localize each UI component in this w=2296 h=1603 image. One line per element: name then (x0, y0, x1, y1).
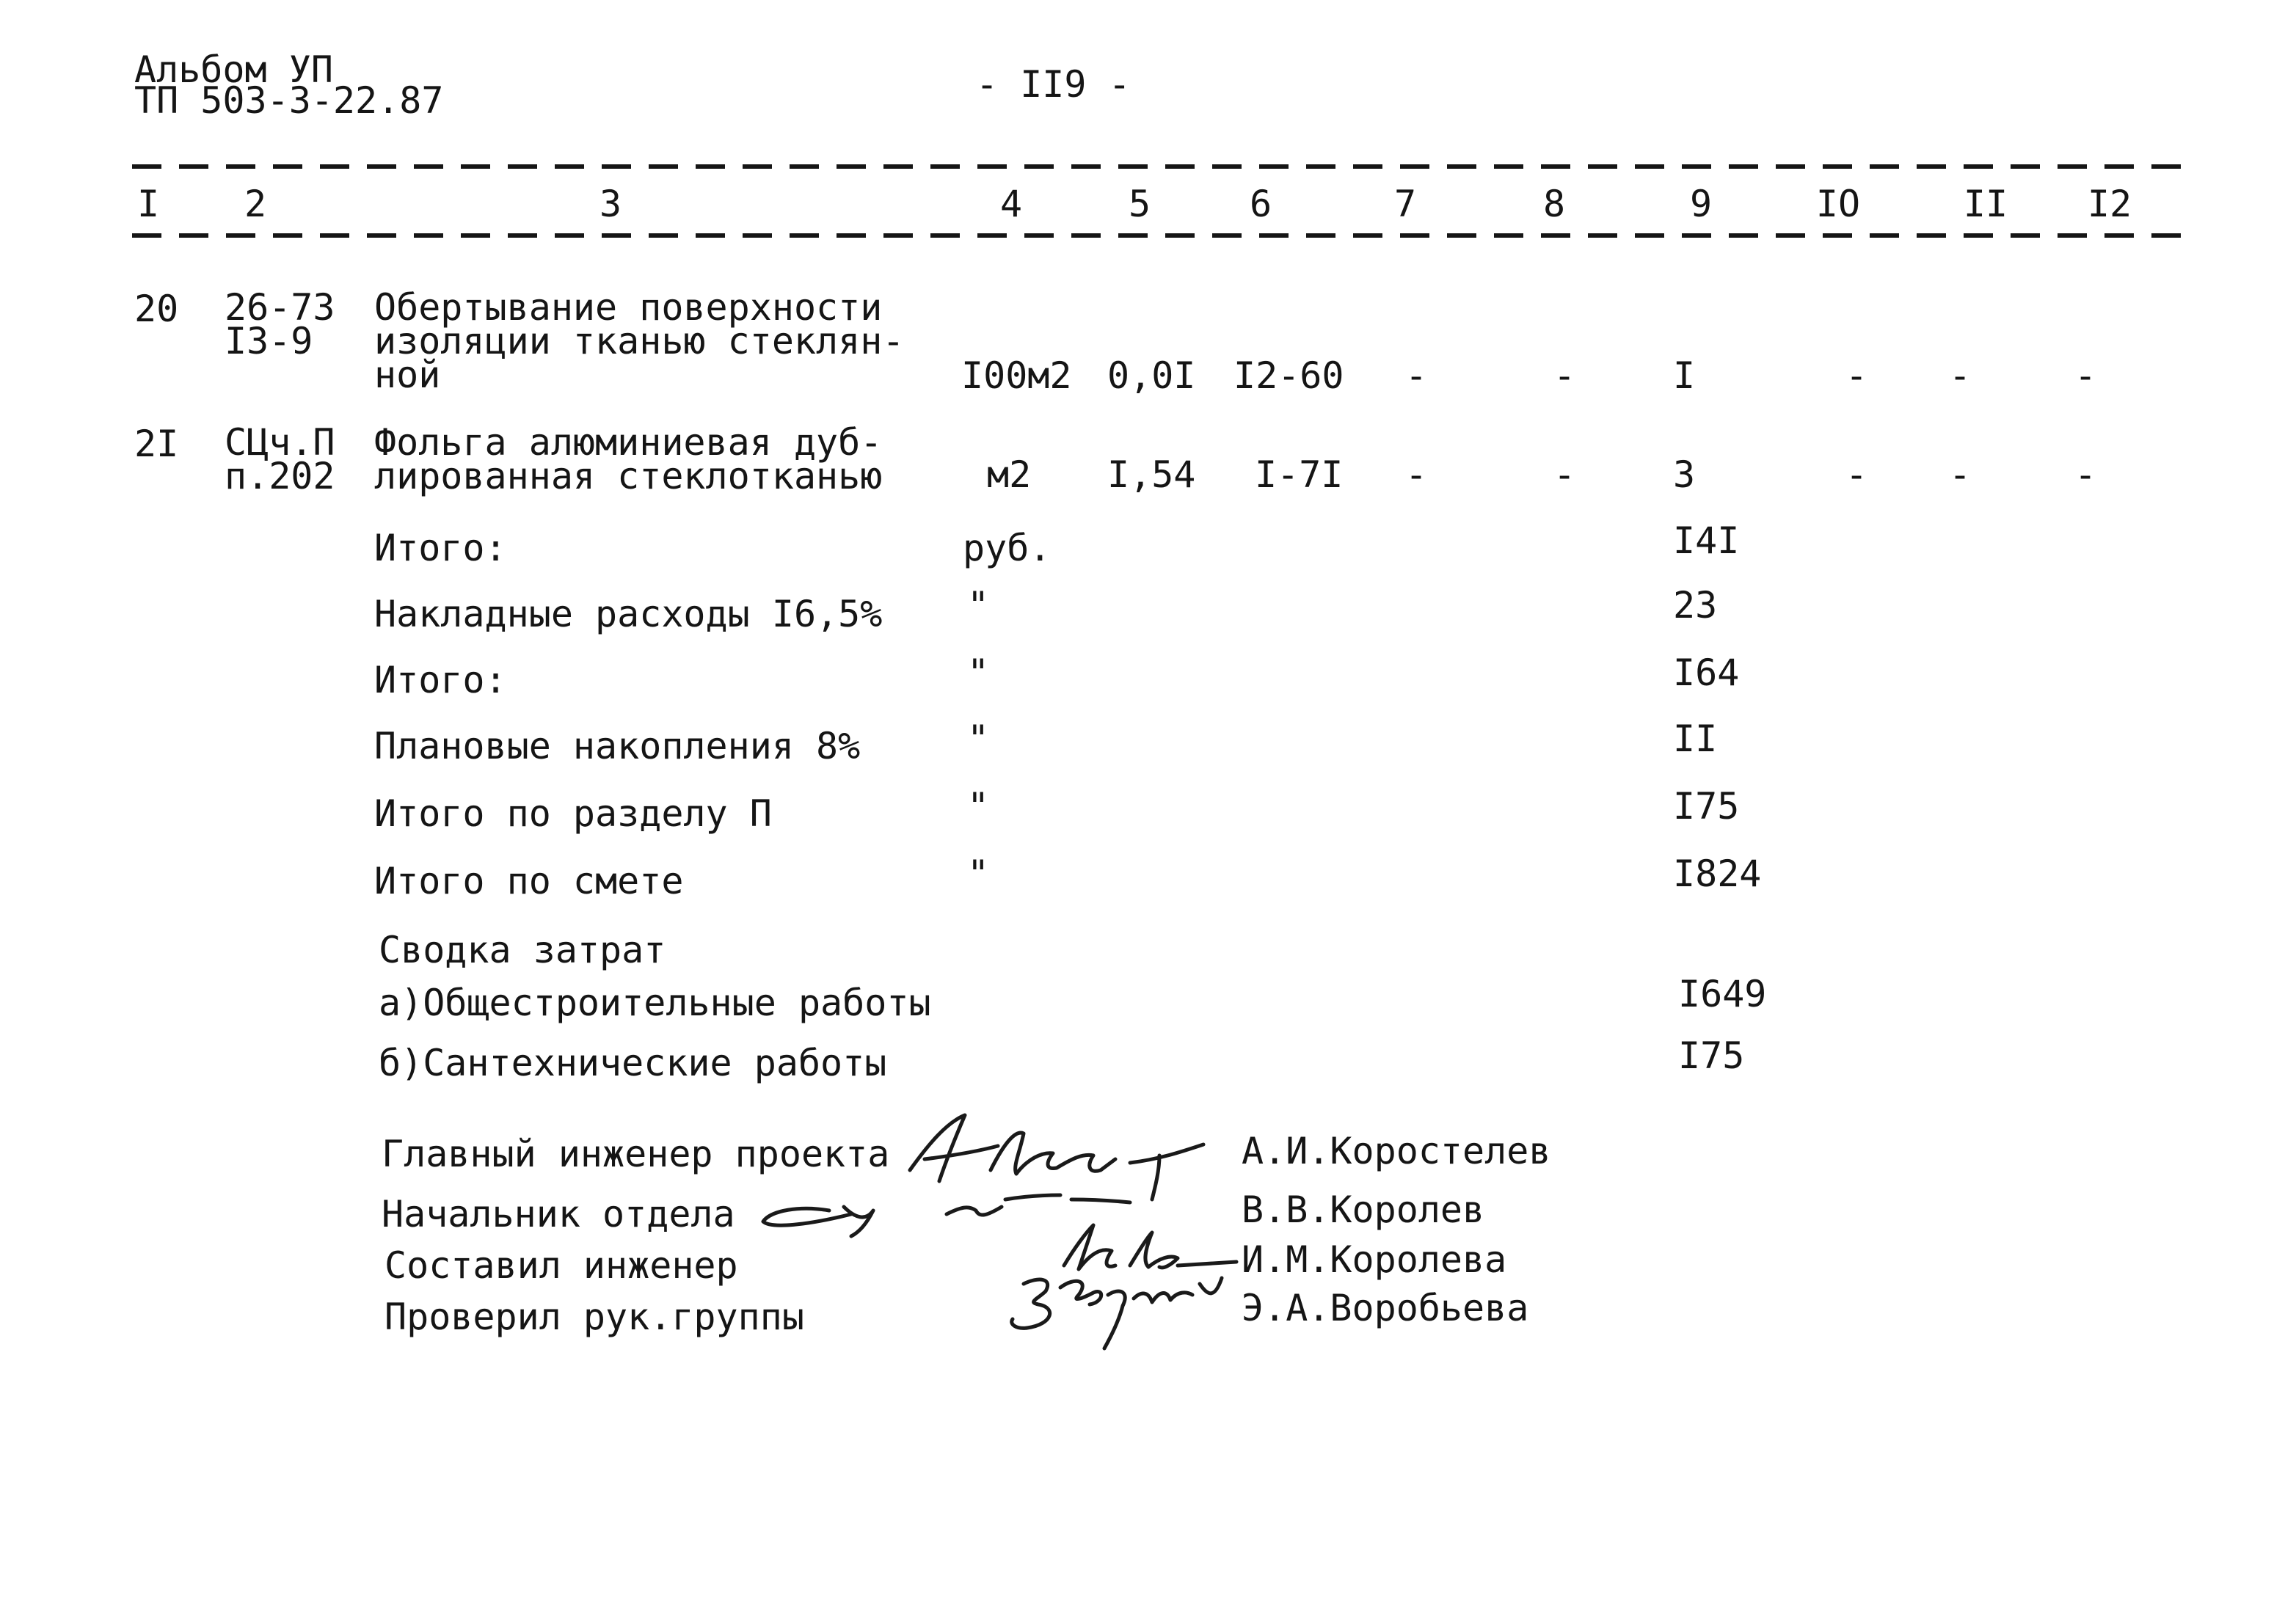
total-value: I824 (1673, 852, 1762, 895)
row-price: I-7I (1255, 453, 1344, 496)
col-8: 8 (1542, 183, 1566, 225)
album-label: Альбом УП (134, 48, 333, 91)
project-number: ТП 503-3-22.87 (134, 79, 444, 122)
row-col7: - (1405, 354, 1428, 397)
col-6: 6 (1249, 183, 1272, 225)
row-unit: I00м2 (961, 354, 1072, 397)
total-label: Итого по разделу П (374, 792, 772, 835)
signature-name: И.М.Королева (1242, 1238, 1507, 1281)
total-label: Плановые накопления 8% (374, 725, 861, 767)
row-col10: - (1845, 354, 1868, 397)
total-value: II (1673, 717, 1718, 760)
row-number: 2I (134, 423, 179, 465)
row-col12: - (2074, 354, 2097, 397)
col-10: IO (1815, 183, 1861, 225)
total-unit: " (967, 651, 990, 694)
row-code: СЦч.П п.202 (225, 421, 335, 497)
row-col11: - (1949, 354, 1972, 397)
col-4: 4 (999, 183, 1023, 225)
total-value: I64 (1673, 651, 1740, 694)
col-12: I2 (2087, 183, 2132, 225)
row-col10: - (1845, 453, 1868, 496)
row-qty: 0,0I (1107, 354, 1196, 397)
total-value: 23 (1673, 584, 1718, 627)
row-col8: - (1553, 354, 1576, 397)
row-col11: - (1949, 453, 1972, 496)
col-2: 2 (244, 183, 267, 225)
col-9: 9 (1689, 183, 1713, 225)
summary-item-value: I75 (1678, 1034, 1745, 1077)
total-label: Итого: (374, 527, 507, 569)
row-col9: I (1673, 354, 1696, 397)
total-unit: " (967, 584, 990, 627)
page-number: - II9 - (976, 63, 1131, 106)
summary-title: Сводка затрат (379, 929, 666, 971)
signature-name: Э.А.Воробьева (1242, 1287, 1529, 1329)
signature-name: В.В.Королев (1242, 1188, 1485, 1231)
summary-item-value: I649 (1678, 973, 1767, 1015)
total-value: I4I (1673, 519, 1740, 562)
col-7: 7 (1393, 183, 1417, 225)
row-col8: - (1553, 453, 1576, 496)
signature-role: Начальник отдела (382, 1193, 735, 1235)
handwritten-signature (994, 1262, 1244, 1357)
header-rule-top (132, 164, 2183, 169)
total-label: Итого по смете (374, 860, 684, 902)
header-rule-bottom (132, 233, 2183, 238)
row-code: 26-73 I3-9 (225, 286, 335, 362)
row-qty: I,54 (1107, 453, 1196, 496)
total-unit: руб. (963, 527, 1052, 569)
total-value: I75 (1673, 785, 1740, 828)
row-unit: м2 (987, 453, 1032, 496)
total-label: Итого: (374, 659, 507, 701)
col-3: 3 (599, 183, 622, 225)
signature-role: Составил инженер (385, 1244, 738, 1287)
total-unit: " (967, 717, 990, 760)
signature-name: А.И.Коростелев (1242, 1130, 1551, 1172)
col-11: II (1963, 183, 2008, 225)
row-col12: - (2074, 453, 2097, 496)
row-col7: - (1405, 453, 1428, 496)
row-name: Обертывание поверхности изоляции тканью стеклян- ной (374, 286, 905, 396)
signature-role: Главный инженер проекта (382, 1133, 890, 1175)
summary-item-label: а)Общестроительные работы (379, 982, 931, 1024)
row-price: I2-60 (1233, 354, 1344, 397)
col-1: I (136, 183, 160, 225)
summary-item-label: б)Сантехнические работы (379, 1042, 887, 1084)
row-col9: 3 (1673, 453, 1696, 496)
signature-role: Проверил рук.группы (385, 1296, 804, 1338)
row-name: Фольга алюминиевая дуб- лированная стеклотканью (374, 421, 883, 497)
total-unit: " (967, 785, 990, 828)
row-number: 20 (134, 288, 179, 330)
total-label: Накладные расходы I6,5% (374, 593, 883, 635)
col-5: 5 (1128, 183, 1151, 225)
total-unit: " (967, 852, 990, 895)
